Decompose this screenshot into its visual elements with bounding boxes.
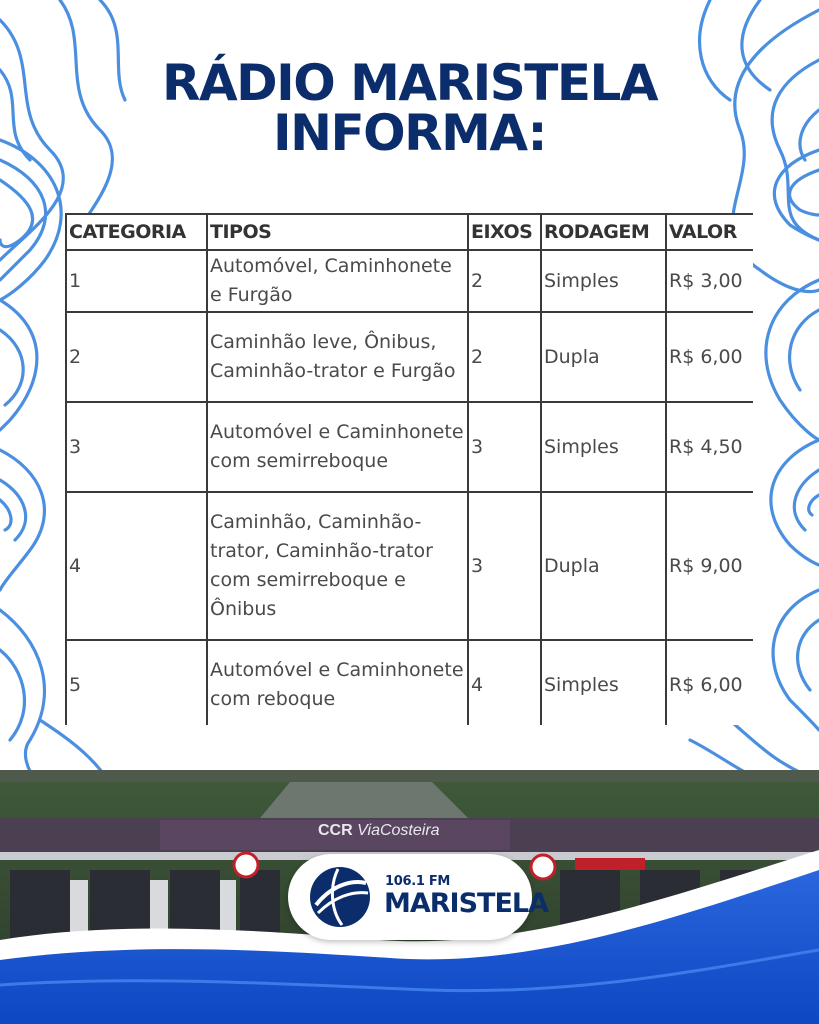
cell-rodagem: Simples <box>541 640 666 725</box>
cell-valor: R$ 9,00 <box>666 492 753 640</box>
cell-valor: R$ 4,50 <box>666 402 753 492</box>
table-row <box>66 492 753 640</box>
header-tipos: TIPOS <box>207 214 468 250</box>
toll-table-container <box>65 213 753 725</box>
header-categoria: CATEGORIA <box>66 214 207 250</box>
table-row <box>66 402 753 492</box>
cell-tipos: Caminhão, Caminhão-trator, Caminhão-trator com semirreboque e Ônibus <box>207 492 468 640</box>
title-line-1: RÁDIO MARISTELA <box>161 54 658 112</box>
cell-tipos: Caminhão leve, Ônibus, Caminhão-trator e Furgão <box>207 312 468 402</box>
cell-categoria: 1 <box>66 250 207 312</box>
logo-frequency: 106.1 FM <box>385 874 451 889</box>
page-title <box>0 54 819 162</box>
cell-rodagem: Simples <box>541 250 666 312</box>
cell-eixos: 4 <box>468 640 541 725</box>
ccr-viacosteira-sign <box>318 822 440 840</box>
globe-icon <box>308 865 372 929</box>
toll-table <box>65 213 753 725</box>
header-eixos: EIXOS <box>468 214 541 250</box>
cell-categoria: 4 <box>66 492 207 640</box>
table-row <box>66 312 753 402</box>
title-line-2: INFORMA: <box>273 104 546 162</box>
logo-name: MARISTELA <box>384 888 549 919</box>
cell-rodagem: Dupla <box>541 312 666 402</box>
cell-rodagem: Dupla <box>541 492 666 640</box>
maristela-logo <box>288 854 549 940</box>
cell-categoria: 3 <box>66 402 207 492</box>
table-header-row <box>66 214 753 250</box>
cell-eixos: 3 <box>468 492 541 640</box>
cell-rodagem: Simples <box>541 402 666 492</box>
cell-valor: R$ 6,00 <box>666 640 753 725</box>
table-row <box>66 250 753 312</box>
cell-categoria: 2 <box>66 312 207 402</box>
cell-categoria: 5 <box>66 640 207 725</box>
cell-tipos: Automóvel e Caminhonete com reboque <box>207 640 468 725</box>
cell-eixos: 2 <box>468 250 541 312</box>
sign-brand: CCR <box>318 822 353 839</box>
table-row <box>66 640 753 725</box>
cell-tipos: Automóvel, Caminhonete e Furgão <box>207 250 468 312</box>
cell-valor: R$ 3,00 <box>666 250 753 312</box>
header-valor: VALOR <box>666 214 753 250</box>
sign-name: ViaCosteira <box>357 822 440 839</box>
cell-eixos: 3 <box>468 402 541 492</box>
cell-tipos: Automóvel e Caminhonete com semirreboque <box>207 402 468 492</box>
cell-eixos: 2 <box>468 312 541 402</box>
header-rodagem: RODAGEM <box>541 214 666 250</box>
cell-valor: R$ 6,00 <box>666 312 753 402</box>
